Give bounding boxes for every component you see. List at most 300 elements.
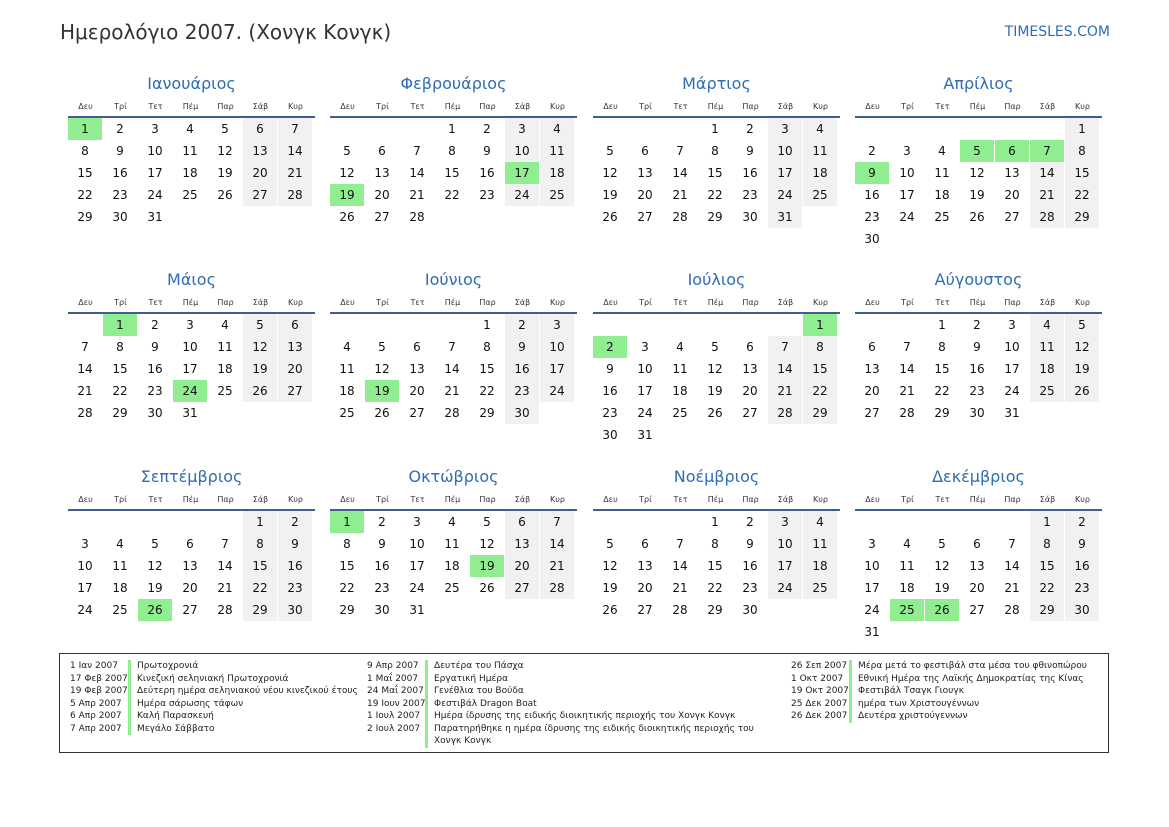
calendar-day: 29 — [707, 603, 723, 617]
weekday-label: Τρί — [114, 494, 127, 504]
calendar-day: 17 — [147, 166, 163, 180]
month-name: Μάρτιος — [682, 74, 751, 93]
legend-marker — [425, 673, 428, 686]
calendar-day: 24 — [864, 603, 880, 617]
calendar-day: 3 — [641, 340, 649, 354]
calendar-day: 29 — [77, 210, 93, 224]
calendar-day: 27 — [969, 603, 985, 617]
calendar-day: 14 — [1030, 162, 1064, 184]
calendar-day: 27 — [864, 406, 880, 420]
empty-day — [1030, 402, 1064, 424]
calendar-day: 8 — [483, 340, 491, 354]
calendar-day: 26 — [602, 603, 618, 617]
week-row — [855, 358, 1102, 380]
calendar-day: 4 — [186, 122, 194, 136]
calendar-day: 6 — [868, 340, 876, 354]
week-row — [68, 599, 315, 621]
empty-day — [470, 599, 504, 621]
calendar-day: 3 — [186, 318, 194, 332]
legend-item — [70, 710, 358, 723]
calendar-day: 26 — [217, 188, 233, 202]
calendar-day: 19 — [934, 581, 950, 595]
empty-day — [208, 402, 242, 424]
week-row — [855, 533, 1102, 555]
calendar-day: 20 — [969, 581, 985, 595]
legend-name: Γενέθλια του Βούδα — [434, 686, 524, 696]
calendar-day: 28 — [768, 402, 802, 424]
calendar-day: 30 — [969, 406, 985, 420]
weekday-label: Σάβ — [252, 101, 269, 111]
weekday-label: Δευ — [78, 297, 93, 307]
weekday-label: Τετ — [410, 494, 425, 504]
empty-day — [593, 314, 627, 336]
calendar-day: 17 — [768, 555, 802, 577]
empty-day — [278, 402, 312, 424]
week-row — [68, 206, 315, 228]
calendar-day: 24 — [1004, 384, 1020, 398]
calendar-day: 15 — [707, 166, 723, 180]
calendar-day: 30 — [742, 603, 758, 617]
calendar-day: 6 — [641, 537, 649, 551]
holiday-day: 1 — [330, 511, 364, 533]
calendar-day: 30 — [112, 210, 128, 224]
empty-day — [890, 621, 924, 643]
weekday-header — [68, 96, 315, 118]
week-row — [330, 599, 577, 621]
calendar-day: 22 — [112, 384, 128, 398]
holiday-day: 25 — [890, 599, 924, 621]
week-row — [330, 358, 577, 380]
calendar-day: 5 — [606, 537, 614, 551]
site-link[interactable]: TIMESLES.COM — [1004, 24, 1110, 40]
calendar-day: 18 — [540, 162, 574, 184]
weekday-label: Τρί — [639, 297, 652, 307]
week-row — [593, 599, 840, 621]
weekday-label: Κυρ — [1075, 297, 1090, 307]
weekday-label: Τετ — [148, 297, 163, 307]
week-row — [593, 402, 840, 424]
calendar-day: 30 — [505, 402, 539, 424]
calendar-day: 14 — [278, 140, 312, 162]
weekday-label: Δευ — [865, 494, 880, 504]
weekday-label: Τρί — [376, 494, 389, 504]
calendar-day: 6 — [413, 340, 421, 354]
empty-day — [890, 228, 924, 250]
weekday-label: Τετ — [148, 494, 163, 504]
week-row — [68, 118, 315, 140]
empty-day — [505, 206, 539, 228]
calendar-day: 10 — [182, 340, 198, 354]
calendar-day: 22 — [934, 384, 950, 398]
empty-day — [890, 511, 924, 533]
calendar-day: 17 — [768, 162, 802, 184]
holiday-day: 9 — [855, 162, 889, 184]
month-name: Ιούλιος — [687, 270, 746, 289]
calendar-day: 21 — [672, 581, 688, 595]
weekday-label: Σάβ — [1039, 101, 1056, 111]
weekday-label: Κυρ — [550, 297, 565, 307]
holiday-day: 19 — [330, 184, 364, 206]
legend-item — [367, 685, 774, 698]
week-row — [330, 533, 577, 555]
weekday-label: Κυρ — [813, 494, 828, 504]
calendar-day: 7 — [81, 340, 89, 354]
calendar-day: 26 — [479, 581, 495, 595]
calendar-day: 29 — [1065, 206, 1099, 228]
weekday-label: Τετ — [673, 297, 688, 307]
empty-day — [1030, 621, 1064, 643]
calendar-day: 23 — [505, 380, 539, 402]
week-row — [593, 424, 840, 446]
calendar-day: 30 — [278, 599, 312, 621]
calendar-day: 16 — [374, 559, 390, 573]
weekday-label: Παρ — [217, 297, 234, 307]
calendar-day: 2 — [116, 122, 124, 136]
weekday-label: Πέμ — [182, 297, 199, 307]
month-calendar — [593, 465, 840, 621]
calendar-day: 18 — [112, 581, 128, 595]
empty-day — [628, 314, 662, 336]
calendar-day: 21 — [672, 188, 688, 202]
calendar-day: 18 — [444, 559, 460, 573]
calendar-day: 29 — [707, 210, 723, 224]
empty-day — [173, 206, 207, 228]
month-name: Νοέμβριος — [673, 467, 760, 486]
calendar-day: 19 — [1065, 358, 1099, 380]
calendar-day: 9 — [151, 340, 159, 354]
legend-name: Κινεζική σεληνιακή Πρωτοχρονιά — [137, 673, 289, 684]
weekday-label: Παρ — [1004, 297, 1021, 307]
week-row — [330, 380, 577, 402]
calendar-day: 29 — [112, 406, 128, 420]
calendar-day: 10 — [540, 336, 574, 358]
weekday-label: Πέμ — [969, 101, 986, 111]
weekday-header — [330, 292, 577, 314]
calendar-day: 15 — [1030, 555, 1064, 577]
calendar-day: 16 — [147, 362, 163, 376]
calendar-day: 18 — [803, 555, 837, 577]
weekday-label: Πέμ — [444, 297, 461, 307]
weekday-label: Σάβ — [514, 101, 531, 111]
week-row — [593, 533, 840, 555]
weekday-label: Τετ — [673, 101, 688, 111]
calendar-day: 4 — [343, 340, 351, 354]
calendar-day: 5 — [221, 122, 229, 136]
calendar-day: 13 — [1004, 166, 1020, 180]
week-row — [593, 336, 840, 358]
legend-marker — [849, 660, 852, 673]
week-row — [855, 402, 1102, 424]
calendar-day: 6 — [378, 144, 386, 158]
empty-day — [925, 511, 959, 533]
calendar-day: 27 — [637, 210, 653, 224]
weekday-label: Τρί — [114, 101, 127, 111]
calendar-day: 5 — [483, 515, 491, 529]
holiday-day: 7 — [1030, 140, 1064, 162]
calendar-day: 15 — [444, 166, 460, 180]
calendar-day: 3 — [768, 511, 802, 533]
calendar-day: 6 — [973, 537, 981, 551]
calendar-day: 15 — [803, 358, 837, 380]
calendar-day: 2 — [746, 515, 754, 529]
calendar-day: 18 — [217, 362, 233, 376]
calendar-day: 13 — [182, 559, 198, 573]
weekday-label: Παρ — [742, 297, 759, 307]
legend-name: Εθνική Ημέρα της Λαϊκής Δημοκρατίας της Κίνας — [858, 673, 1084, 684]
legend-marker — [128, 698, 131, 711]
week-row — [593, 140, 840, 162]
weekday-label: Παρ — [1004, 494, 1021, 504]
calendar-day: 2 — [278, 511, 312, 533]
calendar-day: 22 — [707, 581, 723, 595]
weekday-label: Τρί — [376, 101, 389, 111]
calendar-day: 3 — [413, 515, 421, 529]
week-row — [855, 336, 1102, 358]
calendar-day: 22 — [707, 188, 723, 202]
empty-day — [960, 228, 994, 250]
weekday-label: Παρ — [742, 494, 759, 504]
month-calendar — [330, 72, 577, 228]
holiday-day: 19 — [365, 380, 399, 402]
calendar-day: 5 — [243, 314, 277, 336]
week-row — [68, 162, 315, 184]
calendar-day: 4 — [803, 511, 837, 533]
calendar-day: 7 — [278, 118, 312, 140]
calendar-day: 9 — [116, 144, 124, 158]
legend-date: 26 Δεκ 2007 — [791, 711, 848, 721]
week-row — [68, 555, 315, 577]
week-row — [330, 162, 577, 184]
legend-marker — [128, 685, 131, 698]
calendar-day: 13 — [637, 166, 653, 180]
calendar-day: 21 — [278, 162, 312, 184]
calendar-day: 9 — [746, 144, 754, 158]
calendar-day: 12 — [1065, 336, 1099, 358]
legend-name: Μεγάλο Σάββατο — [137, 723, 215, 734]
empty-day — [925, 228, 959, 250]
calendar-day: 10 — [147, 144, 163, 158]
legend-item — [367, 698, 774, 711]
week-row — [593, 358, 840, 380]
calendar-day: 8 — [343, 537, 351, 551]
calendar-day: 15 — [339, 559, 355, 573]
calendar-day: 25 — [112, 603, 128, 617]
empty-day — [663, 511, 697, 533]
calendar-day: 5 — [378, 340, 386, 354]
calendar-day: 30 — [1065, 599, 1099, 621]
weekday-label: Δευ — [340, 494, 355, 504]
weekday-label: Τρί — [901, 101, 914, 111]
calendar-day: 7 — [768, 336, 802, 358]
calendar-day: 28 — [1004, 603, 1020, 617]
calendar-day: 9 — [973, 340, 981, 354]
calendar-day: 14 — [672, 166, 688, 180]
weekday-label: Δευ — [603, 101, 618, 111]
legend-date: 1 Οκτ 2007 — [791, 673, 844, 684]
calendar-day: 16 — [112, 166, 128, 180]
legend-column — [367, 660, 774, 748]
calendar-day: 23 — [742, 581, 758, 595]
calendar-day: 21 — [409, 188, 425, 202]
calendar-day: 9 — [505, 336, 539, 358]
calendar-day: 7 — [221, 537, 229, 551]
month-name: Απρίλιος — [943, 74, 1014, 93]
calendar-day: 31 — [768, 206, 802, 228]
calendar-day: 24 — [409, 581, 425, 595]
calendar-day: 2 — [973, 318, 981, 332]
week-row — [330, 555, 577, 577]
calendar-day: 19 — [602, 188, 618, 202]
empty-day — [768, 424, 802, 446]
calendar-day: 25 — [803, 184, 837, 206]
calendar-day: 26 — [374, 406, 390, 420]
calendar-day: 10 — [409, 537, 425, 551]
calendar-day: 26 — [602, 210, 618, 224]
calendar-day: 4 — [938, 144, 946, 158]
calendar-day: 9 — [606, 362, 614, 376]
calendar-day: 9 — [278, 533, 312, 555]
calendar-day: 28 — [278, 184, 312, 206]
calendar-day: 6 — [278, 314, 312, 336]
week-row — [330, 402, 577, 424]
calendar-day: 14 — [77, 362, 93, 376]
calendar-day: 29 — [1030, 599, 1064, 621]
legend-name: Πρωτοχρονιά — [137, 661, 199, 671]
empty-day — [435, 206, 469, 228]
calendar-day: 24 — [147, 188, 163, 202]
calendar-day: 16 — [505, 358, 539, 380]
calendar-day: 4 — [903, 537, 911, 551]
calendar-day: 16 — [864, 188, 880, 202]
calendar-day: 8 — [711, 537, 719, 551]
empty-day — [1065, 228, 1099, 250]
calendar-day: 26 — [969, 210, 985, 224]
calendar-day: 19 — [969, 188, 985, 202]
empty-day — [1065, 402, 1099, 424]
calendar-day: 22 — [444, 188, 460, 202]
calendar-day: 5 — [343, 144, 351, 158]
calendar-day: 20 — [637, 581, 653, 595]
empty-day — [365, 314, 399, 336]
calendar-day: 7 — [413, 144, 421, 158]
week-row — [855, 206, 1102, 228]
calendar-day: 14 — [768, 358, 802, 380]
calendar-day: 9 — [746, 537, 754, 551]
calendar-day: 10 — [637, 362, 653, 376]
month-name: Αύγουστος — [934, 270, 1023, 289]
calendar-day: 25 — [672, 406, 688, 420]
legend-date: 2 Ιουλ 2007 — [367, 723, 421, 734]
weekday-label: Παρ — [217, 494, 234, 504]
week-row — [855, 118, 1102, 140]
calendar-day: 18 — [1030, 358, 1064, 380]
month-name: Δεκέμβριος — [932, 467, 1025, 486]
calendar-day: 23 — [602, 406, 618, 420]
weekday-label: Σάβ — [514, 297, 531, 307]
week-row — [855, 162, 1102, 184]
empty-day — [995, 228, 1029, 250]
calendar-day: 12 — [707, 362, 723, 376]
weekday-label: Δευ — [865, 101, 880, 111]
month-calendar — [593, 268, 840, 446]
calendar-day: 12 — [217, 144, 233, 158]
calendar-day: 8 — [938, 340, 946, 354]
weekday-header — [855, 292, 1102, 314]
calendar-day: 5 — [938, 537, 946, 551]
empty-day — [138, 511, 172, 533]
legend-name: Μέρα μετά το φεστιβάλ στα μέσα του φθινοπώρου — [858, 661, 1087, 671]
calendar-day: 7 — [448, 340, 456, 354]
empty-day — [663, 118, 697, 140]
calendar-day: 1 — [1065, 118, 1099, 140]
calendar-day: 28 — [540, 577, 574, 599]
week-row — [593, 380, 840, 402]
calendar-day: 28 — [77, 406, 93, 420]
legend-item — [70, 698, 358, 711]
holiday-day: 6 — [995, 140, 1029, 162]
calendar-day: 23 — [278, 577, 312, 599]
legend-marker — [425, 685, 428, 698]
weekday-label: Σάβ — [252, 494, 269, 504]
legend-column — [791, 660, 1087, 723]
calendar-day: 20 — [409, 384, 425, 398]
calendar-day: 8 — [448, 144, 456, 158]
legend-marker — [425, 710, 428, 723]
calendar-day: 29 — [803, 402, 837, 424]
calendar-day: 14 — [672, 559, 688, 573]
legend-date: 9 Απρ 2007 — [367, 661, 419, 671]
empty-day — [1065, 621, 1099, 643]
calendar-day: 28 — [444, 406, 460, 420]
legend-marker — [849, 710, 852, 723]
calendar-day: 2 — [483, 122, 491, 136]
calendar-day: 14 — [540, 533, 574, 555]
legend-item — [70, 660, 358, 673]
empty-day — [925, 118, 959, 140]
calendar-day: 12 — [934, 559, 950, 573]
calendar-day: 3 — [151, 122, 159, 136]
calendar-day: 28 — [672, 210, 688, 224]
weekday-label: Τρί — [901, 297, 914, 307]
weekday-label: Τετ — [410, 297, 425, 307]
calendar-day: 12 — [147, 559, 163, 573]
week-row — [330, 140, 577, 162]
empty-day — [960, 118, 994, 140]
legend-date: 26 Σεπ 2007 — [791, 661, 848, 671]
weekday-label: Τρί — [376, 297, 389, 307]
calendar-day: 11 — [672, 362, 688, 376]
legend-item — [367, 660, 774, 673]
empty-day — [243, 402, 277, 424]
holiday-legend — [59, 653, 1109, 753]
empty-day — [960, 511, 994, 533]
month-calendar — [855, 72, 1102, 250]
legend-item — [791, 698, 1087, 711]
calendar-day: 13 — [969, 559, 985, 573]
calendar-day: 8 — [1065, 140, 1099, 162]
week-row — [330, 206, 577, 228]
calendar-day: 18 — [672, 384, 688, 398]
month-calendar — [330, 465, 577, 621]
empty-day — [1030, 118, 1064, 140]
calendar-day: 15 — [1065, 162, 1099, 184]
calendar-day: 2 — [378, 515, 386, 529]
week-row — [855, 555, 1102, 577]
month-calendar — [68, 268, 315, 424]
calendar-day: 3 — [868, 537, 876, 551]
calendar-day: 27 — [1004, 210, 1020, 224]
weekday-label: Πέμ — [707, 297, 724, 307]
